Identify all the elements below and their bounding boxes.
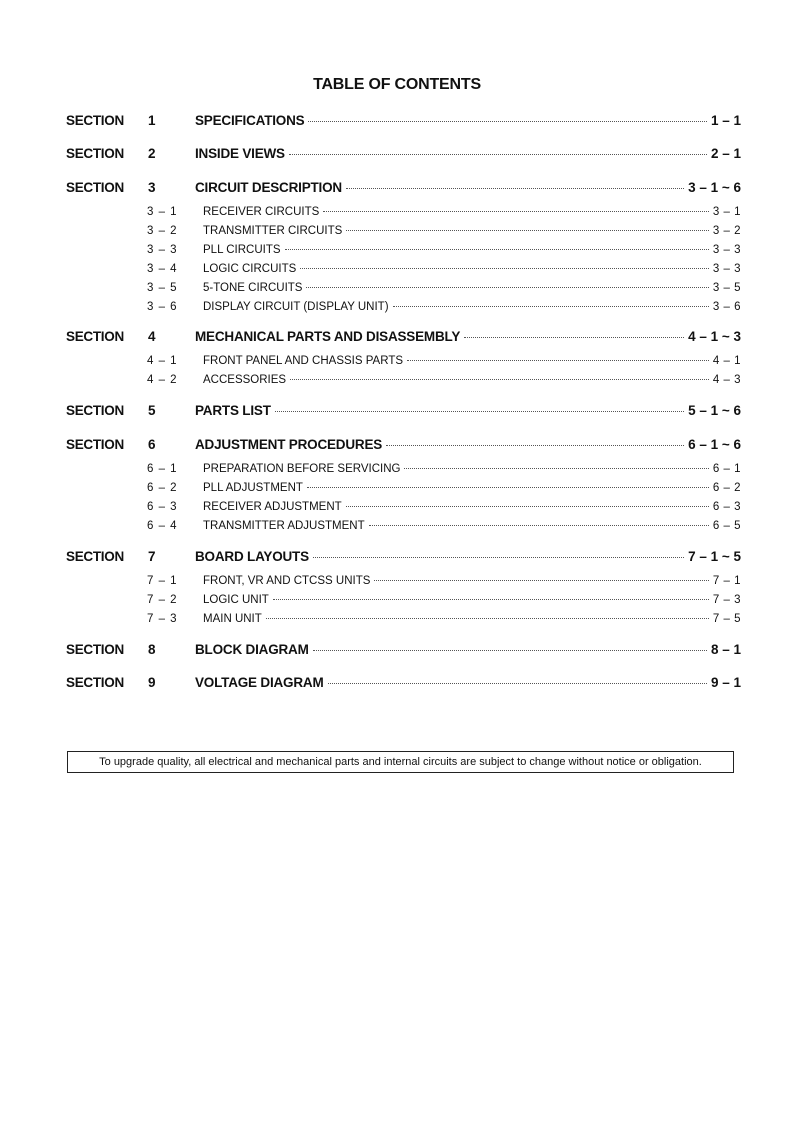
subsection-entry bbox=[203, 463, 741, 475]
section-entry bbox=[195, 329, 741, 344]
subsection-page: 4 – 1 bbox=[712, 355, 741, 367]
section-number: 4 bbox=[148, 329, 156, 344]
subsection-number: 3 – 3 bbox=[147, 244, 178, 256]
toc-subsection-row bbox=[0, 206, 794, 226]
dot-leader bbox=[308, 121, 707, 122]
subsection-title: TRANSMITTER CIRCUITS bbox=[203, 225, 343, 237]
dot-leader bbox=[374, 580, 709, 581]
subsection-number: 3 – 5 bbox=[147, 282, 178, 294]
disclaimer-notice: To upgrade quality, all electrical and mechanical parts and internal circuits are subject to change without notice or obligation. bbox=[67, 751, 734, 773]
subsection-entry bbox=[203, 206, 741, 218]
dot-leader bbox=[393, 306, 709, 307]
section-entry bbox=[195, 437, 741, 452]
subsection-title: PLL ADJUSTMENT bbox=[203, 482, 303, 494]
subsection-title: LOGIC CIRCUITS bbox=[203, 263, 297, 275]
section-title: VOLTAGE DIAGRAM bbox=[195, 675, 324, 690]
subsection-page: 6 – 2 bbox=[712, 482, 741, 494]
subsection-page: 3 – 5 bbox=[712, 282, 741, 294]
dot-leader bbox=[273, 599, 709, 600]
dot-leader bbox=[300, 268, 709, 269]
section-entry bbox=[195, 549, 741, 564]
dot-leader bbox=[407, 360, 709, 361]
section-label: SECTION bbox=[66, 549, 124, 564]
subsection-title: LOGIC UNIT bbox=[203, 594, 269, 606]
dot-leader bbox=[346, 506, 709, 507]
subsection-page: 3 – 6 bbox=[712, 301, 741, 313]
toc-subsection-row bbox=[0, 613, 794, 633]
toc-subsection-row bbox=[0, 463, 794, 483]
section-page: 6 – 1 ~ 6 bbox=[688, 437, 741, 452]
subsection-title: RECEIVER ADJUSTMENT bbox=[203, 501, 342, 513]
dot-leader bbox=[313, 557, 684, 558]
section-number: 5 bbox=[148, 403, 156, 418]
subsection-page: 7 – 3 bbox=[712, 594, 741, 606]
subsection-number: 3 – 6 bbox=[147, 301, 178, 313]
subsection-entry bbox=[203, 482, 741, 494]
subsection-entry bbox=[203, 374, 741, 386]
subsection-entry bbox=[203, 355, 741, 367]
section-label: SECTION bbox=[66, 329, 124, 344]
subsection-number: 6 – 4 bbox=[147, 520, 178, 532]
subsection-number: 7 – 2 bbox=[147, 594, 178, 606]
section-page: 5 – 1 ~ 6 bbox=[688, 403, 741, 418]
subsection-page: 7 – 5 bbox=[712, 613, 741, 625]
subsection-entry bbox=[203, 501, 741, 513]
toc-subsection-row bbox=[0, 482, 794, 502]
toc-subsection-row bbox=[0, 263, 794, 283]
subsection-number: 6 – 2 bbox=[147, 482, 178, 494]
section-title: BOARD LAYOUTS bbox=[195, 549, 309, 564]
dot-leader bbox=[289, 154, 707, 155]
section-number: 6 bbox=[148, 437, 156, 452]
section-label: SECTION bbox=[66, 403, 124, 418]
subsection-number: 3 – 4 bbox=[147, 263, 178, 275]
dot-leader bbox=[290, 379, 709, 380]
section-label: SECTION bbox=[66, 180, 124, 195]
subsection-page: 3 – 3 bbox=[712, 263, 741, 275]
section-page: 1 – 1 bbox=[710, 113, 741, 128]
subsection-entry bbox=[203, 520, 741, 532]
toc-section-row bbox=[0, 549, 794, 569]
toc-subsection-row bbox=[0, 501, 794, 521]
dot-leader bbox=[328, 683, 707, 684]
subsection-title: ACCESSORIES bbox=[203, 374, 287, 386]
section-label: SECTION bbox=[66, 675, 124, 690]
subsection-number: 4 – 1 bbox=[147, 355, 178, 367]
section-entry bbox=[195, 146, 741, 161]
subsection-page: 6 – 1 bbox=[712, 463, 741, 475]
subsection-number: 3 – 1 bbox=[147, 206, 178, 218]
subsection-page: 3 – 3 bbox=[712, 244, 741, 256]
subsection-entry bbox=[203, 263, 741, 275]
subsection-page: 7 – 1 bbox=[712, 575, 741, 587]
dot-leader bbox=[386, 445, 684, 446]
toc-subsection-row bbox=[0, 575, 794, 595]
section-page: 3 – 1 ~ 6 bbox=[688, 180, 741, 195]
dot-leader bbox=[285, 249, 709, 250]
subsection-title: MAIN UNIT bbox=[203, 613, 262, 625]
toc-subsection-row bbox=[0, 282, 794, 302]
subsection-number: 6 – 3 bbox=[147, 501, 178, 513]
subsection-number: 7 – 3 bbox=[147, 613, 178, 625]
dot-leader bbox=[323, 211, 709, 212]
subsection-title: PREPARATION BEFORE SERVICING bbox=[203, 463, 401, 475]
section-title: PARTS LIST bbox=[195, 403, 271, 418]
section-title: BLOCK DIAGRAM bbox=[195, 642, 309, 657]
toc-section-row bbox=[0, 329, 794, 349]
subsection-entry bbox=[203, 575, 741, 587]
subsection-number: 7 – 1 bbox=[147, 575, 178, 587]
section-label: SECTION bbox=[66, 146, 124, 161]
section-page: 9 – 1 bbox=[710, 675, 741, 690]
section-label: SECTION bbox=[66, 642, 124, 657]
toc-subsection-row bbox=[0, 301, 794, 321]
toc-subsection-row bbox=[0, 374, 794, 394]
subsection-number: 3 – 2 bbox=[147, 225, 178, 237]
subsection-entry bbox=[203, 244, 741, 256]
subsection-number: 6 – 1 bbox=[147, 463, 178, 475]
subsection-title: DISPLAY CIRCUIT (DISPLAY UNIT) bbox=[203, 301, 389, 313]
subsection-entry bbox=[203, 225, 741, 237]
dot-leader bbox=[313, 650, 707, 651]
section-number: 3 bbox=[148, 180, 156, 195]
section-title: SPECIFICATIONS bbox=[195, 113, 305, 128]
toc-section-row bbox=[0, 675, 794, 695]
dot-leader bbox=[307, 487, 709, 488]
subsection-entry bbox=[203, 282, 741, 294]
section-page: 8 – 1 bbox=[710, 642, 741, 657]
toc-section-row bbox=[0, 180, 794, 200]
dot-leader bbox=[369, 525, 709, 526]
section-number: 7 bbox=[148, 549, 156, 564]
toc-section-row bbox=[0, 642, 794, 662]
section-page: 2 – 1 bbox=[710, 146, 741, 161]
section-page: 7 – 1 ~ 5 bbox=[688, 549, 741, 564]
dot-leader bbox=[464, 337, 684, 338]
toc-section-row bbox=[0, 403, 794, 423]
subsection-page: 3 – 2 bbox=[712, 225, 741, 237]
subsection-page: 6 – 3 bbox=[712, 501, 741, 513]
dot-leader bbox=[266, 618, 709, 619]
section-title: MECHANICAL PARTS AND DISASSEMBLY bbox=[195, 329, 461, 344]
subsection-page: 3 – 1 bbox=[712, 206, 741, 218]
subsection-entry bbox=[203, 613, 741, 625]
section-title: INSIDE VIEWS bbox=[195, 146, 285, 161]
subsection-entry bbox=[203, 594, 741, 606]
toc-section-row bbox=[0, 113, 794, 133]
subsection-title: FRONT, VR AND CTCSS UNITS bbox=[203, 575, 371, 587]
subsection-entry bbox=[203, 301, 741, 313]
section-title: ADJUSTMENT PROCEDURES bbox=[195, 437, 383, 452]
subsection-page: 6 – 5 bbox=[712, 520, 741, 532]
subsection-title: RECEIVER CIRCUITS bbox=[203, 206, 320, 218]
dot-leader bbox=[346, 230, 709, 231]
subsection-title: FRONT PANEL AND CHASSIS PARTS bbox=[203, 355, 404, 367]
section-label: SECTION bbox=[66, 113, 124, 128]
section-number: 2 bbox=[148, 146, 156, 161]
section-entry bbox=[195, 113, 741, 128]
subsection-title: 5-TONE CIRCUITS bbox=[203, 282, 303, 294]
toc-section-row bbox=[0, 146, 794, 166]
dot-leader bbox=[404, 468, 708, 469]
subsection-page: 4 – 3 bbox=[712, 374, 741, 386]
section-entry bbox=[195, 675, 741, 690]
toc-subsection-row bbox=[0, 355, 794, 375]
section-number: 9 bbox=[148, 675, 156, 690]
toc-subsection-row bbox=[0, 594, 794, 614]
toc-subsection-row bbox=[0, 225, 794, 245]
subsection-number: 4 – 2 bbox=[147, 374, 178, 386]
section-entry bbox=[195, 180, 741, 195]
section-number: 8 bbox=[148, 642, 156, 657]
section-entry bbox=[195, 642, 741, 657]
toc-subsection-row bbox=[0, 520, 794, 540]
section-title: CIRCUIT DESCRIPTION bbox=[195, 180, 342, 195]
subsection-title: TRANSMITTER ADJUSTMENT bbox=[203, 520, 365, 532]
section-page: 4 – 1 ~ 3 bbox=[688, 329, 741, 344]
subsection-title: PLL CIRCUITS bbox=[203, 244, 281, 256]
dot-leader bbox=[275, 411, 684, 412]
toc-subsection-row bbox=[0, 244, 794, 264]
section-number: 1 bbox=[148, 113, 156, 128]
section-entry bbox=[195, 403, 741, 418]
toc-section-row bbox=[0, 437, 794, 457]
section-label: SECTION bbox=[66, 437, 124, 452]
page-title: TABLE OF CONTENTS bbox=[313, 76, 481, 93]
dot-leader bbox=[346, 188, 684, 189]
dot-leader bbox=[306, 287, 708, 288]
